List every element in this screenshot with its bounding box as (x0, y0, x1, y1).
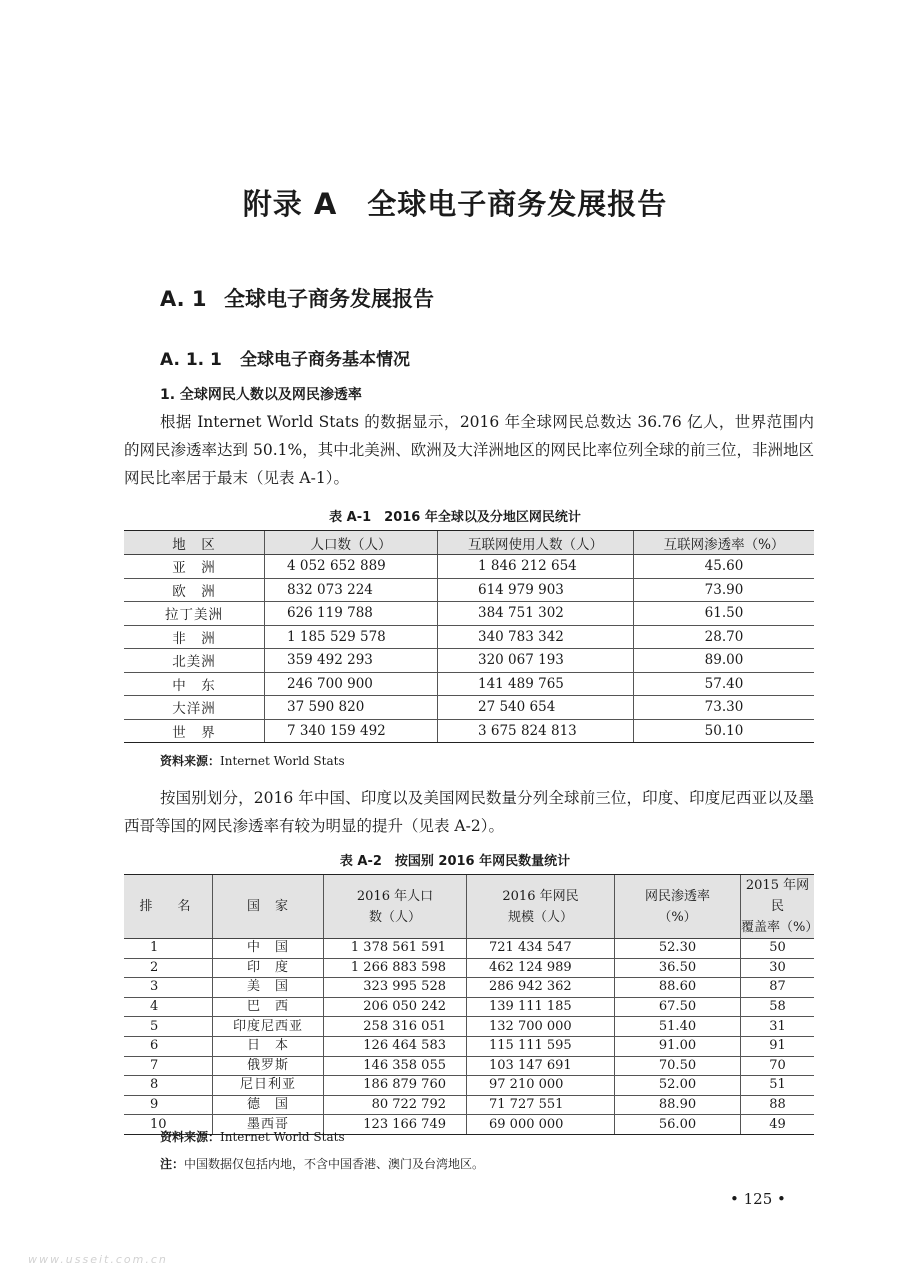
cell-rank: 7 (124, 1056, 213, 1076)
cell-penetration: 51.40 (615, 1017, 741, 1037)
table-row (124, 578, 814, 602)
cell-users: 340 783 342 (438, 625, 634, 649)
cell-penetration: 88.60 (615, 978, 741, 998)
table-regional-internet-stats (124, 530, 814, 743)
table2-header-rank: 排 名 (124, 875, 213, 939)
paragraph-intro: 根据 Internet World Stats 的数据显示，2016 年全球网民总数达 36.76 亿人，世界范围内的网民渗透率达到 50.1%，其中北美洲、欧洲及大洋洲地区的网民比率位列全球的前三位，非洲地区网民比率居于最末（见表 A-1）。 (124, 413, 814, 487)
table-row (124, 1036, 814, 1056)
cell-users: 69 000 000 (467, 1115, 615, 1135)
cell-population: 146 358 055 (324, 1056, 467, 1076)
cell-coverage: 51 (741, 1076, 815, 1096)
table-row (124, 1076, 814, 1096)
cell-coverage: 30 (741, 958, 815, 978)
table-row (124, 1017, 814, 1037)
table2-header-penetration-line1: 网民渗透率 (644, 888, 710, 904)
cell-penetration: 91.00 (615, 1036, 741, 1056)
table2-header-population (324, 875, 467, 939)
subsection-title: 全球电子商务基本情况 (240, 350, 410, 370)
table1-header-row (124, 531, 814, 555)
table-row (124, 1095, 814, 1115)
table1-header-penetration: 互联网渗透率（%） (634, 531, 815, 555)
table2-note (160, 1155, 484, 1172)
cell-penetration: 56.00 (615, 1115, 741, 1135)
cell-coverage: 49 (741, 1115, 815, 1135)
cell-country: 日 本 (213, 1036, 324, 1056)
table-row (124, 672, 814, 696)
cell-rank: 8 (124, 1076, 213, 1096)
cell-penetration: 73.30 (634, 696, 815, 720)
table1-header-users: 互联网使用人数（人） (438, 531, 634, 555)
table-row (124, 696, 814, 720)
section-title: 全球电子商务发展报告 (224, 287, 434, 311)
cell-users: 462 124 989 (467, 958, 615, 978)
cell-rank: 3 (124, 978, 213, 998)
table1-source-label: 资料来源： (160, 754, 221, 768)
watermark: www.usseit.com.cn (28, 1253, 168, 1266)
cell-population: 126 464 583 (324, 1036, 467, 1056)
table2-source (160, 1128, 345, 1145)
cell-population: 80 722 792 (324, 1095, 467, 1115)
table2-header-row (124, 875, 814, 939)
cell-country: 墨西哥 (213, 1115, 324, 1135)
cell-users: 71 727 551 (467, 1095, 615, 1115)
table2-header-population-line2: 数（人） (368, 909, 421, 925)
cell-rank: 10 (124, 1115, 213, 1135)
cell-population: 37 590 820 (265, 696, 438, 720)
cell-penetration: 57.40 (634, 672, 815, 696)
table-row (124, 555, 814, 579)
cell-population: 1 185 529 578 (265, 625, 438, 649)
cell-rank: 9 (124, 1095, 213, 1115)
table-row (124, 958, 814, 978)
cell-coverage: 50 (741, 939, 815, 959)
table2-header-coverage-line2: 覆盖率（%） (741, 920, 819, 935)
cell-country: 俄罗斯 (213, 1056, 324, 1076)
cell-rank: 5 (124, 1017, 213, 1037)
table2-note-label: 注： (160, 1157, 185, 1171)
cell-penetration: 88.90 (615, 1095, 741, 1115)
table2-header-population-line1: 2016 年人口 (356, 888, 434, 904)
cell-coverage: 58 (741, 997, 815, 1017)
cell-penetration: 52.30 (615, 939, 741, 959)
cell-country: 印度尼西亚 (213, 1017, 324, 1037)
cell-users: 97 210 000 (467, 1076, 615, 1096)
cell-country: 尼日利亚 (213, 1076, 324, 1096)
cell-coverage: 88 (741, 1095, 815, 1115)
cell-region: 亚 洲 (124, 555, 265, 579)
appendix-title: 附录 A 全球电子商务发展报告 (242, 187, 668, 221)
cell-region: 世 界 (124, 719, 265, 743)
table-row (124, 997, 814, 1017)
table-row (124, 602, 814, 626)
cell-population: 1 266 883 598 (324, 958, 467, 978)
cell-country: 美 国 (213, 978, 324, 998)
cell-population: 323 995 528 (324, 978, 467, 998)
cell-users: 132 700 000 (467, 1017, 615, 1037)
subsection-number: A. 1. 1 (160, 350, 222, 370)
cell-rank: 6 (124, 1036, 213, 1056)
cell-users: 141 489 765 (438, 672, 634, 696)
table2-source-text: Internet World Stats (220, 1130, 345, 1144)
table2-header-users (467, 875, 615, 939)
cell-penetration: 89.00 (634, 649, 815, 673)
table-row (124, 719, 814, 743)
cell-region: 非 洲 (124, 625, 265, 649)
table2-caption: 表 A-2 按国别 2016 年网民数量统计 (339, 854, 571, 869)
table1-source-text: Internet World Stats (220, 754, 345, 768)
table2-note-text: 中国数据仅包括内地，不含中国香港、澳门及台湾地区。 (184, 1157, 485, 1171)
cell-coverage: 87 (741, 978, 815, 998)
cell-users: 384 751 302 (438, 602, 634, 626)
cell-penetration: 28.70 (634, 625, 815, 649)
table2-header-coverage-line1: 2015 年网民 (745, 878, 810, 914)
table1-source (160, 752, 345, 769)
cell-rank: 1 (124, 939, 213, 959)
cell-country: 印 度 (213, 958, 324, 978)
cell-penetration: 61.50 (634, 602, 815, 626)
cell-rank: 2 (124, 958, 213, 978)
cell-country: 德 国 (213, 1095, 324, 1115)
section-number: A. 1 (160, 287, 207, 311)
cell-population: 186 879 760 (324, 1076, 467, 1096)
cell-penetration: 52.00 (615, 1076, 741, 1096)
cell-coverage: 31 (741, 1017, 815, 1037)
cell-penetration: 45.60 (634, 555, 815, 579)
cell-population: 4 052 652 889 (265, 555, 438, 579)
cell-users: 103 147 691 (467, 1056, 615, 1076)
cell-penetration: 50.10 (634, 719, 815, 743)
cell-users: 3 675 824 813 (438, 719, 634, 743)
table1-header-population: 人口数（人） (265, 531, 438, 555)
cell-users: 614 979 903 (438, 578, 634, 602)
cell-users: 115 111 595 (467, 1036, 615, 1056)
cell-population: 359 492 293 (265, 649, 438, 673)
cell-region: 欧 洲 (124, 578, 265, 602)
table2-header-country: 国 家 (213, 875, 324, 939)
page-number: • 125 • (730, 1190, 786, 1208)
cell-region: 拉丁美洲 (124, 602, 265, 626)
cell-penetration: 73.90 (634, 578, 815, 602)
cell-penetration: 70.50 (615, 1056, 741, 1076)
paragraph-country: 按国别划分，2016 年中国、印度以及美国网民数量分列全球前三位，印度、印度尼西亚以及墨西哥等国的网民渗透率有较为明显的提升（见表 A-2）。 (124, 789, 814, 835)
table2-header-coverage (741, 875, 819, 939)
cell-penetration: 67.50 (615, 997, 741, 1017)
cell-population: 626 119 788 (265, 602, 438, 626)
cell-users: 1 846 212 654 (438, 555, 634, 579)
table2-header-penetration-line2: （%） (658, 909, 697, 925)
table-country-internet-stats (124, 874, 819, 1135)
cell-users: 286 942 362 (467, 978, 615, 998)
cell-population: 123 166 749 (324, 1115, 467, 1135)
table-row (124, 1056, 814, 1076)
cell-region: 北美洲 (124, 649, 265, 673)
cell-users: 320 067 193 (438, 649, 634, 673)
cell-population: 832 073 224 (265, 578, 438, 602)
table2-header-penetration (615, 875, 741, 939)
cell-region: 大洋洲 (124, 696, 265, 720)
cell-coverage: 91 (741, 1036, 815, 1056)
table2-header-users-line1: 2016 年网民 (502, 888, 579, 904)
cell-rank: 4 (124, 997, 213, 1017)
table1-caption: 表 A-1 2016 年全球以及分地区网民统计 (329, 510, 581, 525)
table2-source-label: 资料来源： (160, 1130, 221, 1144)
cell-region: 中 东 (124, 672, 265, 696)
cell-population: 246 700 900 (265, 672, 438, 696)
cell-country: 中 国 (213, 939, 324, 959)
cell-population: 7 340 159 492 (265, 719, 438, 743)
cell-users: 139 111 185 (467, 997, 615, 1017)
cell-users: 27 540 654 (438, 696, 634, 720)
subsubsection-heading: 1. 全球网民人数以及网民渗透率 (160, 387, 362, 403)
section-heading (160, 283, 434, 313)
cell-coverage: 70 (741, 1056, 815, 1076)
cell-population: 1 378 561 591 (324, 939, 467, 959)
table-row (124, 939, 814, 959)
subsection-heading (160, 345, 410, 370)
cell-population: 206 050 242 (324, 997, 467, 1017)
table-row (124, 649, 814, 673)
cell-population: 258 316 051 (324, 1017, 467, 1037)
table-row (124, 978, 814, 998)
table2-header-users-line2: 规模（人） (507, 909, 573, 925)
cell-penetration: 36.50 (615, 958, 741, 978)
cell-country: 巴 西 (213, 997, 324, 1017)
cell-users: 721 434 547 (467, 939, 615, 959)
table1-header-region: 地 区 (124, 531, 265, 555)
table-row (124, 625, 814, 649)
